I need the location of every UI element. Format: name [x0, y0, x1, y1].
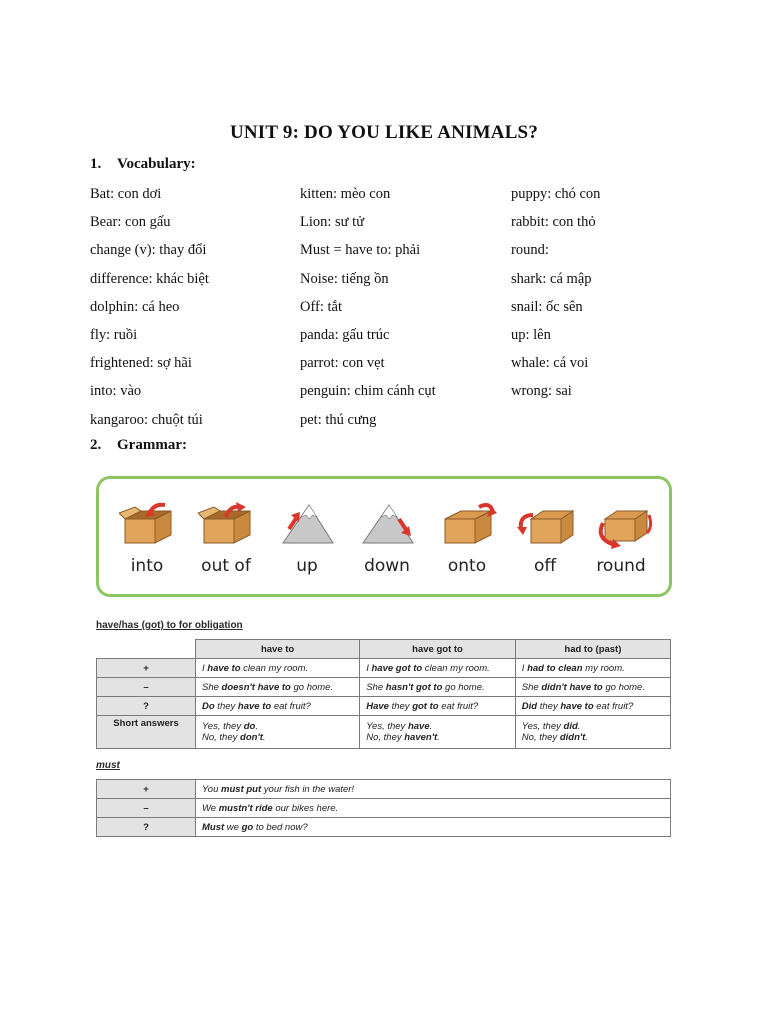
- vocab-item: puppy: chó con: [511, 186, 601, 202]
- cell-bold: mustn't ride: [218, 802, 273, 814]
- vocab-item: whale: cá voi: [511, 355, 589, 372]
- cell-bold: Did: [521, 700, 538, 712]
- vocab-item: difference: khác biệt: [90, 270, 209, 287]
- table-cell: [360, 716, 516, 749]
- vocab-item: change (v): thay đổi: [90, 242, 207, 259]
- must-heading-text: must: [96, 760, 120, 771]
- mountain-up-icon: [279, 501, 339, 549]
- cell-bold: hasn't got to: [385, 681, 443, 693]
- short-answer-no: No, they didn't.: [521, 732, 588, 743]
- obligation-heading-pre: have/has (got): [96, 620, 164, 631]
- cell-bold: don't: [240, 732, 263, 743]
- cell-bold: had to clean: [527, 662, 583, 674]
- cell-text: they: [537, 700, 561, 712]
- prep-label: off: [533, 556, 557, 576]
- vocab-item: shark: cá mập: [511, 270, 592, 287]
- vocab-item: wrong: sai: [511, 383, 572, 400]
- prep-off: [507, 479, 583, 594]
- vocab-item: up: lên: [511, 326, 551, 343]
- cell-text: Yes, they: [202, 721, 244, 732]
- table-cell: [360, 697, 516, 716]
- table-cell: [515, 678, 670, 697]
- vocab-item: Must = have to: phải: [300, 242, 421, 259]
- cell-text: No, they: [521, 732, 560, 743]
- table-corner: [97, 640, 196, 659]
- prep-round: [583, 479, 659, 594]
- grammar-heading: [90, 437, 187, 454]
- short-answer-no: No, they haven't.: [366, 732, 440, 743]
- table-row: [97, 697, 671, 716]
- vocabulary-number: 1.: [90, 156, 102, 172]
- box-off-icon: [517, 501, 577, 549]
- table-cell: [196, 799, 671, 818]
- cell-text: I: [366, 662, 372, 674]
- cell-bold: Have: [366, 700, 389, 712]
- table-cell: [196, 659, 360, 678]
- cell-bold: got to: [412, 700, 439, 712]
- cell-bold: have to: [237, 700, 272, 712]
- vocabulary-column-2: [300, 180, 436, 434]
- obligation-table-heading: [96, 620, 243, 631]
- cell-text: Yes, they: [521, 721, 564, 732]
- cell-bold: Do: [202, 700, 215, 712]
- cell-text: She: [521, 681, 542, 693]
- table-cell: [515, 697, 670, 716]
- prep-label: down: [364, 556, 410, 576]
- cell-text: my room.: [582, 662, 625, 674]
- table-cell: [196, 697, 360, 716]
- row-symbol: +: [97, 659, 196, 678]
- obligation-table: [96, 639, 671, 749]
- prep-out-of: [188, 479, 264, 594]
- grammar-heading-text: Grammar:: [117, 437, 187, 453]
- cell-text: No, they: [202, 732, 241, 743]
- vocabulary-list: [90, 180, 710, 432]
- vocab-item: Lion: sư tử: [300, 214, 365, 231]
- cell-bold: didn't have to: [541, 681, 603, 693]
- cell-bold: have: [407, 721, 430, 732]
- box-out-of-icon: [198, 501, 258, 549]
- vocab-item: Bat: con dơi: [90, 186, 162, 202]
- cell-text: go home.: [602, 681, 645, 693]
- short-answer-yes: Yes, they do.: [202, 721, 258, 732]
- short-answers-label: Short answers: [97, 716, 196, 749]
- cell-text: eat fruit?: [271, 700, 311, 712]
- vocabulary-column-1: [90, 180, 209, 434]
- table-cell: [196, 716, 360, 749]
- cell-bold: have to: [560, 700, 594, 712]
- box-into-icon: [119, 501, 179, 549]
- cell-text: your fish in the water!: [261, 783, 355, 795]
- column-header: have to: [196, 640, 360, 659]
- table-cell: [360, 678, 516, 697]
- vocab-item: fly: ruồi: [90, 326, 138, 343]
- cell-text: clean my room.: [422, 662, 490, 674]
- cell-text: clean my room.: [240, 662, 309, 674]
- row-symbol: ?: [97, 697, 196, 716]
- cell-bold: must put: [221, 783, 262, 795]
- table-row: [97, 716, 671, 749]
- prep-down: [349, 479, 425, 594]
- cell-bold: go: [241, 821, 254, 833]
- row-symbol: –: [97, 678, 196, 697]
- vocab-item: round:: [511, 242, 549, 259]
- cell-text: go home.: [290, 681, 334, 693]
- must-table-heading: [96, 760, 120, 771]
- must-table: [96, 779, 671, 837]
- cell-bold: do: [243, 721, 256, 732]
- cell-text: Yes, they: [366, 721, 408, 732]
- vocab-item: parrot: con vẹt: [300, 355, 385, 372]
- cell-bold: didn't: [559, 732, 586, 743]
- prep-label: onto: [447, 556, 487, 576]
- column-header: have got to: [360, 640, 516, 659]
- table-row: [97, 678, 671, 697]
- prepositions-panel: [96, 476, 672, 597]
- page-title: UNIT 9: DO YOU LIKE ANIMALS?: [229, 122, 539, 143]
- table-cell: [515, 659, 670, 678]
- vocab-item: Off: tắt: [300, 298, 343, 315]
- cell-text: She: [202, 681, 222, 693]
- cell-text: to bed now?: [253, 821, 308, 833]
- prep-up: [269, 479, 345, 594]
- cell-bold: haven't: [404, 732, 438, 743]
- vocab-item: into: vào: [90, 383, 142, 400]
- short-answer-no: No, they don't.: [202, 732, 266, 743]
- prep-label: up: [296, 556, 318, 576]
- cell-bold: have to: [207, 662, 241, 674]
- cell-text: I: [521, 662, 528, 674]
- cell-text: You: [202, 783, 222, 795]
- table-row: [97, 799, 671, 818]
- vocabulary-heading-text: Vocabulary:: [117, 156, 196, 172]
- cell-text: go home.: [442, 681, 485, 693]
- vocab-item: panda: gấu trúc: [300, 326, 390, 343]
- cell-text: they: [214, 700, 238, 712]
- vocab-item: dolphin: cá heo: [90, 298, 180, 315]
- table-row: [97, 780, 671, 799]
- cell-text: eat fruit?: [438, 700, 479, 712]
- vocab-item: snail: ốc sên: [511, 298, 583, 315]
- table-row: [97, 659, 671, 678]
- mountain-down-icon: [359, 501, 419, 549]
- prep-onto: [429, 479, 505, 594]
- cell-text: we: [224, 821, 242, 833]
- cell-text: I: [202, 662, 208, 674]
- table-cell: [196, 818, 671, 837]
- prep-label: round: [596, 556, 646, 576]
- vocab-item: pet: thú cưng: [300, 411, 377, 428]
- prep-label: out of: [201, 556, 251, 576]
- vocabulary-heading: [90, 156, 196, 173]
- vocab-item: kangaroo: chuột túi: [90, 411, 203, 428]
- vocab-item: kitten: mèo con: [300, 186, 391, 202]
- cell-bold: have got to: [371, 662, 423, 674]
- cell-text: No, they: [366, 732, 405, 743]
- grammar-number: 2.: [90, 437, 102, 453]
- prep-into: [109, 479, 185, 594]
- vocab-item: Noise: tiếng ồn: [300, 270, 389, 287]
- table-cell: [196, 678, 360, 697]
- row-symbol: –: [97, 799, 196, 818]
- short-answer-yes: Yes, they have.: [366, 721, 433, 732]
- cell-bold: doesn't have to: [221, 681, 291, 693]
- vocab-item: frightened: sợ hãi: [90, 355, 192, 372]
- cell-bold: did: [563, 721, 578, 732]
- vocab-item: Bear: con gấu: [90, 214, 171, 231]
- table-row: [97, 818, 671, 837]
- row-symbol: ?: [97, 818, 196, 837]
- vocab-item: rabbit: con thỏ: [511, 214, 596, 231]
- table-cell: [360, 659, 516, 678]
- cell-text: they: [388, 700, 413, 712]
- row-symbol: +: [97, 780, 196, 799]
- box-round-icon: [593, 501, 653, 549]
- table-cell: [196, 780, 671, 799]
- table-cell: [515, 716, 670, 749]
- vocab-item: penguin: chim cánh cụt: [300, 383, 436, 400]
- cell-text: She: [366, 681, 386, 693]
- cell-text: our bikes here.: [272, 802, 339, 814]
- short-answer-yes: Yes, they did.: [521, 721, 581, 732]
- prep-label: into: [130, 556, 164, 576]
- cell-text: We: [202, 802, 219, 814]
- box-onto-icon: [439, 501, 499, 549]
- cell-bold: Must: [202, 821, 225, 833]
- vocabulary-column-3: [511, 180, 600, 406]
- obligation-heading-post: to for obligation: [163, 620, 243, 631]
- cell-text: eat fruit?: [593, 700, 634, 712]
- column-header: had to (past): [515, 640, 670, 659]
